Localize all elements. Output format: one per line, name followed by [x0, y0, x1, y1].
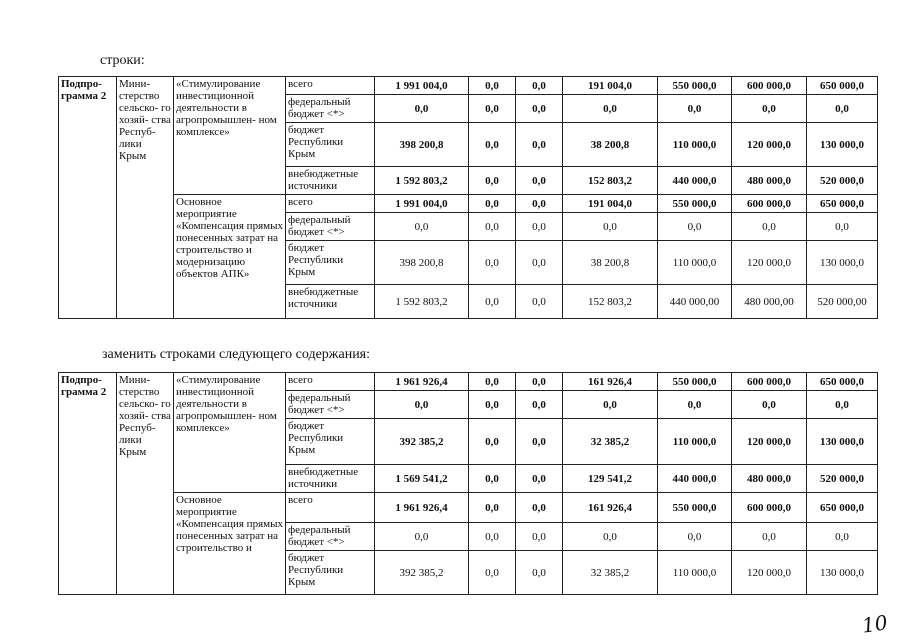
- amount-y2016: 0,0: [516, 77, 563, 95]
- amount-y2016: 0,0: [516, 123, 563, 167]
- amount-y2017: 161 926,4: [563, 373, 658, 391]
- amount-y2020: 0,0: [807, 523, 878, 551]
- table-row: [59, 373, 878, 391]
- amount-total: 1 961 926,4: [375, 373, 469, 391]
- amount-y2015: 0,0: [469, 285, 516, 319]
- measure-name: Основное мероприятие «Компенсация прямых понесенных затрат на строительство и: [174, 493, 286, 595]
- amount-y2020: 520 000,0: [807, 167, 878, 195]
- amount-y2019: 0,0: [732, 523, 807, 551]
- amount-y2016: 0,0: [516, 523, 563, 551]
- funding-source: всего: [286, 195, 375, 213]
- funding-source: бюджет Республики Крым: [286, 123, 375, 167]
- measure-name: «Стимулирование инвестиционной деятельности в агропромышлен- ном комплексе»: [174, 77, 286, 195]
- caption-lines: строки:: [100, 53, 145, 68]
- amount-y2017: 0,0: [563, 95, 658, 123]
- amount-total: 1 991 004,0: [375, 195, 469, 213]
- amount-total: 0,0: [375, 523, 469, 551]
- funding-source: бюджет Республики Крым: [286, 419, 375, 465]
- budget-table-original: [58, 76, 878, 319]
- amount-y2018: 0,0: [658, 213, 732, 241]
- amount-y2018: 0,0: [658, 523, 732, 551]
- amount-total: 392 385,2: [375, 419, 469, 465]
- funding-source: бюджет Республики Крым: [286, 241, 375, 285]
- amount-y2020: 650 000,0: [807, 77, 878, 95]
- amount-y2019: 480 000,0: [732, 465, 807, 493]
- page-number: 10: [860, 610, 889, 638]
- amount-y2018: 440 000,00: [658, 285, 732, 319]
- amount-y2017: 0,0: [563, 523, 658, 551]
- amount-total: 392 385,2: [375, 551, 469, 595]
- amount-y2018: 110 000,0: [658, 241, 732, 285]
- table-row: [59, 493, 878, 523]
- amount-y2019: 480 000,0: [732, 167, 807, 195]
- amount-y2020: 0,0: [807, 391, 878, 419]
- amount-y2017: 152 803,2: [563, 285, 658, 319]
- amount-y2019: 600 000,0: [732, 195, 807, 213]
- amount-y2015: 0,0: [469, 195, 516, 213]
- amount-y2019: 600 000,0: [732, 77, 807, 95]
- amount-y2017: 0,0: [563, 391, 658, 419]
- amount-y2015: 0,0: [469, 241, 516, 285]
- amount-y2019: 120 000,0: [732, 123, 807, 167]
- amount-total: 1 592 803,2: [375, 167, 469, 195]
- amount-y2016: 0,0: [516, 373, 563, 391]
- amount-y2019: 120 000,0: [732, 241, 807, 285]
- amount-y2016: 0,0: [516, 493, 563, 523]
- amount-y2015: 0,0: [469, 419, 516, 465]
- amount-y2015: 0,0: [469, 391, 516, 419]
- amount-total: 398 200,8: [375, 241, 469, 285]
- amount-y2018: 110 000,0: [658, 123, 732, 167]
- amount-y2015: 0,0: [469, 373, 516, 391]
- amount-y2020: 130 000,0: [807, 419, 878, 465]
- funding-source: бюджет Республики Крым: [286, 551, 375, 595]
- amount-total: 0,0: [375, 213, 469, 241]
- funding-source: внебюджетные источники: [286, 285, 375, 319]
- amount-y2017: 191 004,0: [563, 195, 658, 213]
- amount-y2016: 0,0: [516, 95, 563, 123]
- amount-total: 398 200,8: [375, 123, 469, 167]
- amount-y2020: 520 000,00: [807, 285, 878, 319]
- amount-total: 1 569 541,2: [375, 465, 469, 493]
- amount-y2015: 0,0: [469, 95, 516, 123]
- amount-y2015: 0,0: [469, 465, 516, 493]
- amount-y2017: 32 385,2: [563, 551, 658, 595]
- amount-y2019: 0,0: [732, 391, 807, 419]
- amount-y2015: 0,0: [469, 167, 516, 195]
- amount-y2016: 0,0: [516, 241, 563, 285]
- amount-y2019: 0,0: [732, 213, 807, 241]
- responsible-ministry: Мини- стерство сельско- го хозяй- ства Респуб- лики Крым: [117, 77, 174, 319]
- amount-total: 0,0: [375, 391, 469, 419]
- amount-y2020: 650 000,0: [807, 493, 878, 523]
- amount-y2018: 550 000,0: [658, 373, 732, 391]
- amount-y2017: 0,0: [563, 213, 658, 241]
- funding-source: федеральный бюджет <*>: [286, 95, 375, 123]
- amount-y2018: 110 000,0: [658, 551, 732, 595]
- funding-source: всего: [286, 493, 375, 523]
- responsible-ministry: Мини- стерство сельско- го хозяй- ства Респуб- лики Крым: [117, 373, 174, 595]
- amount-y2020: 130 000,0: [807, 241, 878, 285]
- funding-source: всего: [286, 77, 375, 95]
- amount-y2017: 191 004,0: [563, 77, 658, 95]
- amount-total: 1 592 803,2: [375, 285, 469, 319]
- amount-y2019: 0,0: [732, 95, 807, 123]
- amount-y2018: 110 000,0: [658, 419, 732, 465]
- amount-y2017: 161 926,4: [563, 493, 658, 523]
- amount-y2015: 0,0: [469, 551, 516, 595]
- measure-name: «Стимулирование инвестиционной деятельности в агропромышлен- ном комплексе»: [174, 373, 286, 493]
- amount-y2016: 0,0: [516, 285, 563, 319]
- amount-y2017: 38 200,8: [563, 241, 658, 285]
- measure-name: Основное мероприятие «Компенсация прямых понесенных затрат на строительство и модернизацию объектов АПК»: [174, 195, 286, 319]
- caption-replace: заменить строками следующего содержания:: [102, 347, 371, 362]
- amount-y2017: 129 541,2: [563, 465, 658, 493]
- funding-source: федеральный бюджет <*>: [286, 213, 375, 241]
- table-row: [59, 77, 878, 95]
- subprogram-label: Подпро- грамма 2: [59, 77, 117, 319]
- amount-y2018: 0,0: [658, 391, 732, 419]
- amount-y2020: 0,0: [807, 213, 878, 241]
- amount-y2020: 130 000,0: [807, 123, 878, 167]
- amount-y2018: 0,0: [658, 95, 732, 123]
- amount-total: 1 961 926,4: [375, 493, 469, 523]
- amount-y2019: 480 000,00: [732, 285, 807, 319]
- amount-y2019: 600 000,0: [732, 373, 807, 391]
- amount-y2016: 0,0: [516, 167, 563, 195]
- amount-y2016: 0,0: [516, 213, 563, 241]
- subprogram-label: Подпро- грамма 2: [59, 373, 117, 595]
- amount-y2016: 0,0: [516, 195, 563, 213]
- amount-y2019: 120 000,0: [732, 419, 807, 465]
- funding-source: федеральный бюджет <*>: [286, 523, 375, 551]
- amount-y2015: 0,0: [469, 523, 516, 551]
- amount-total: 1 991 004,0: [375, 77, 469, 95]
- table-row: [59, 195, 878, 213]
- budget-table-replacement: [58, 372, 878, 595]
- amount-y2018: 550 000,0: [658, 493, 732, 523]
- amount-y2015: 0,0: [469, 213, 516, 241]
- funding-source: всего: [286, 373, 375, 391]
- amount-y2018: 440 000,0: [658, 465, 732, 493]
- amount-y2019: 120 000,0: [732, 551, 807, 595]
- amount-y2015: 0,0: [469, 123, 516, 167]
- amount-y2016: 0,0: [516, 551, 563, 595]
- amount-y2015: 0,0: [469, 77, 516, 95]
- amount-y2016: 0,0: [516, 419, 563, 465]
- funding-source: внебюджетные источники: [286, 465, 375, 493]
- amount-y2018: 550 000,0: [658, 195, 732, 213]
- funding-source: внебюджетные источники: [286, 167, 375, 195]
- funding-source: федеральный бюджет <*>: [286, 391, 375, 419]
- amount-y2020: 650 000,0: [807, 373, 878, 391]
- amount-y2017: 32 385,2: [563, 419, 658, 465]
- amount-y2020: 650 000,0: [807, 195, 878, 213]
- amount-y2019: 600 000,0: [732, 493, 807, 523]
- amount-y2018: 550 000,0: [658, 77, 732, 95]
- amount-y2015: 0,0: [469, 493, 516, 523]
- amount-y2020: 520 000,0: [807, 465, 878, 493]
- amount-y2018: 440 000,0: [658, 167, 732, 195]
- amount-y2020: 130 000,0: [807, 551, 878, 595]
- amount-y2016: 0,0: [516, 465, 563, 493]
- amount-y2016: 0,0: [516, 391, 563, 419]
- amount-y2020: 0,0: [807, 95, 878, 123]
- amount-total: 0,0: [375, 95, 469, 123]
- amount-y2017: 152 803,2: [563, 167, 658, 195]
- amount-y2017: 38 200,8: [563, 123, 658, 167]
